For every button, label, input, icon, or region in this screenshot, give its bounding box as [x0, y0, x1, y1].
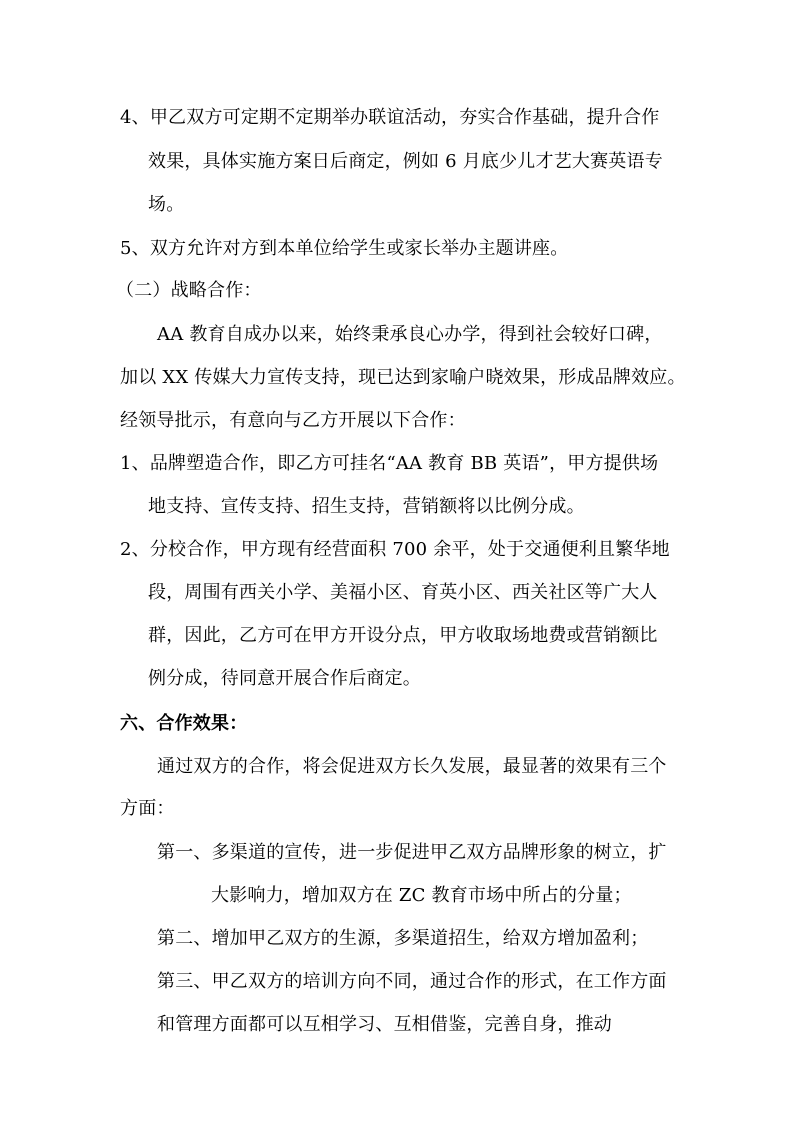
effects-line-2: 方面：	[120, 798, 175, 819]
section-heading-effects: 六、合作效果：	[120, 713, 248, 734]
effect-2-line-1: 第二、增加甲乙双方的生源，多渠道招生，给双方增加盈利；	[157, 928, 649, 949]
effect-1-line-1: 第一、多渠道的宣传，进一步促进甲乙双方品牌形象的树立，扩	[157, 842, 667, 863]
strategic-line-2: 加以 XX 传媒大力宣传支持，现已达到家喻户晓效果，形成品牌效应。	[120, 367, 686, 388]
item-2-line-3: 群，因此，乙方可在甲方开设分点，甲方收取场地费或营销额比	[148, 625, 658, 646]
strategic-line-3: 经领导批示，有意向与乙方开展以下合作：	[120, 410, 466, 431]
effect-3-line-2: 和管理方面都可以互相学习、互相借鉴，完善自身，推动	[157, 1014, 612, 1035]
item-2-line-4: 例分成，待同意开展合作后商定。	[148, 668, 421, 689]
strategic-line-1: AA 教育自成办以来，始终秉承良心办学，得到社会较好口碑，	[157, 324, 663, 345]
item-1-line-1: 1、品牌塑造合作，即乙方可挂名“AA 教育 BB 英语”，甲方提供场	[120, 453, 659, 474]
subheading-strategic: （二）战略合作：	[116, 280, 262, 301]
paragraph-4-line-1: 4、甲乙双方可定期不定期举办联谊活动，夯实合作基础，提升合作	[120, 107, 660, 128]
item-2-line-2: 段，周围有西关小学、美福小区、育英小区、西关社区等广大人	[148, 582, 658, 603]
effects-line-1: 通过双方的合作，将会促进双方长久发展，最显著的效果有三个	[157, 756, 667, 777]
item-1-line-2: 地支持、宣传支持、招生支持，营销额将以比例分成。	[148, 496, 585, 517]
effect-3-line-1: 第三、甲乙双方的培训方向不同，通过合作的形式，在工作方面	[157, 971, 667, 992]
effect-1-line-2: 大影响力，增加双方在 ZC 教育市场中所占的分量；	[211, 885, 632, 906]
paragraph-4-line-2: 效果，具体实施方案日后商定，例如 6 月底少儿才艺大赛英语专	[148, 151, 663, 172]
paragraph-5-line-1: 5、双方允许对方到本单位给学生或家长举办主题讲座。	[120, 238, 569, 259]
item-2-line-1: 2、分校合作，甲方现有经营面积 700 余平，处于交通便利且繁华地	[120, 539, 670, 560]
paragraph-4-line-3: 场。	[148, 194, 185, 215]
